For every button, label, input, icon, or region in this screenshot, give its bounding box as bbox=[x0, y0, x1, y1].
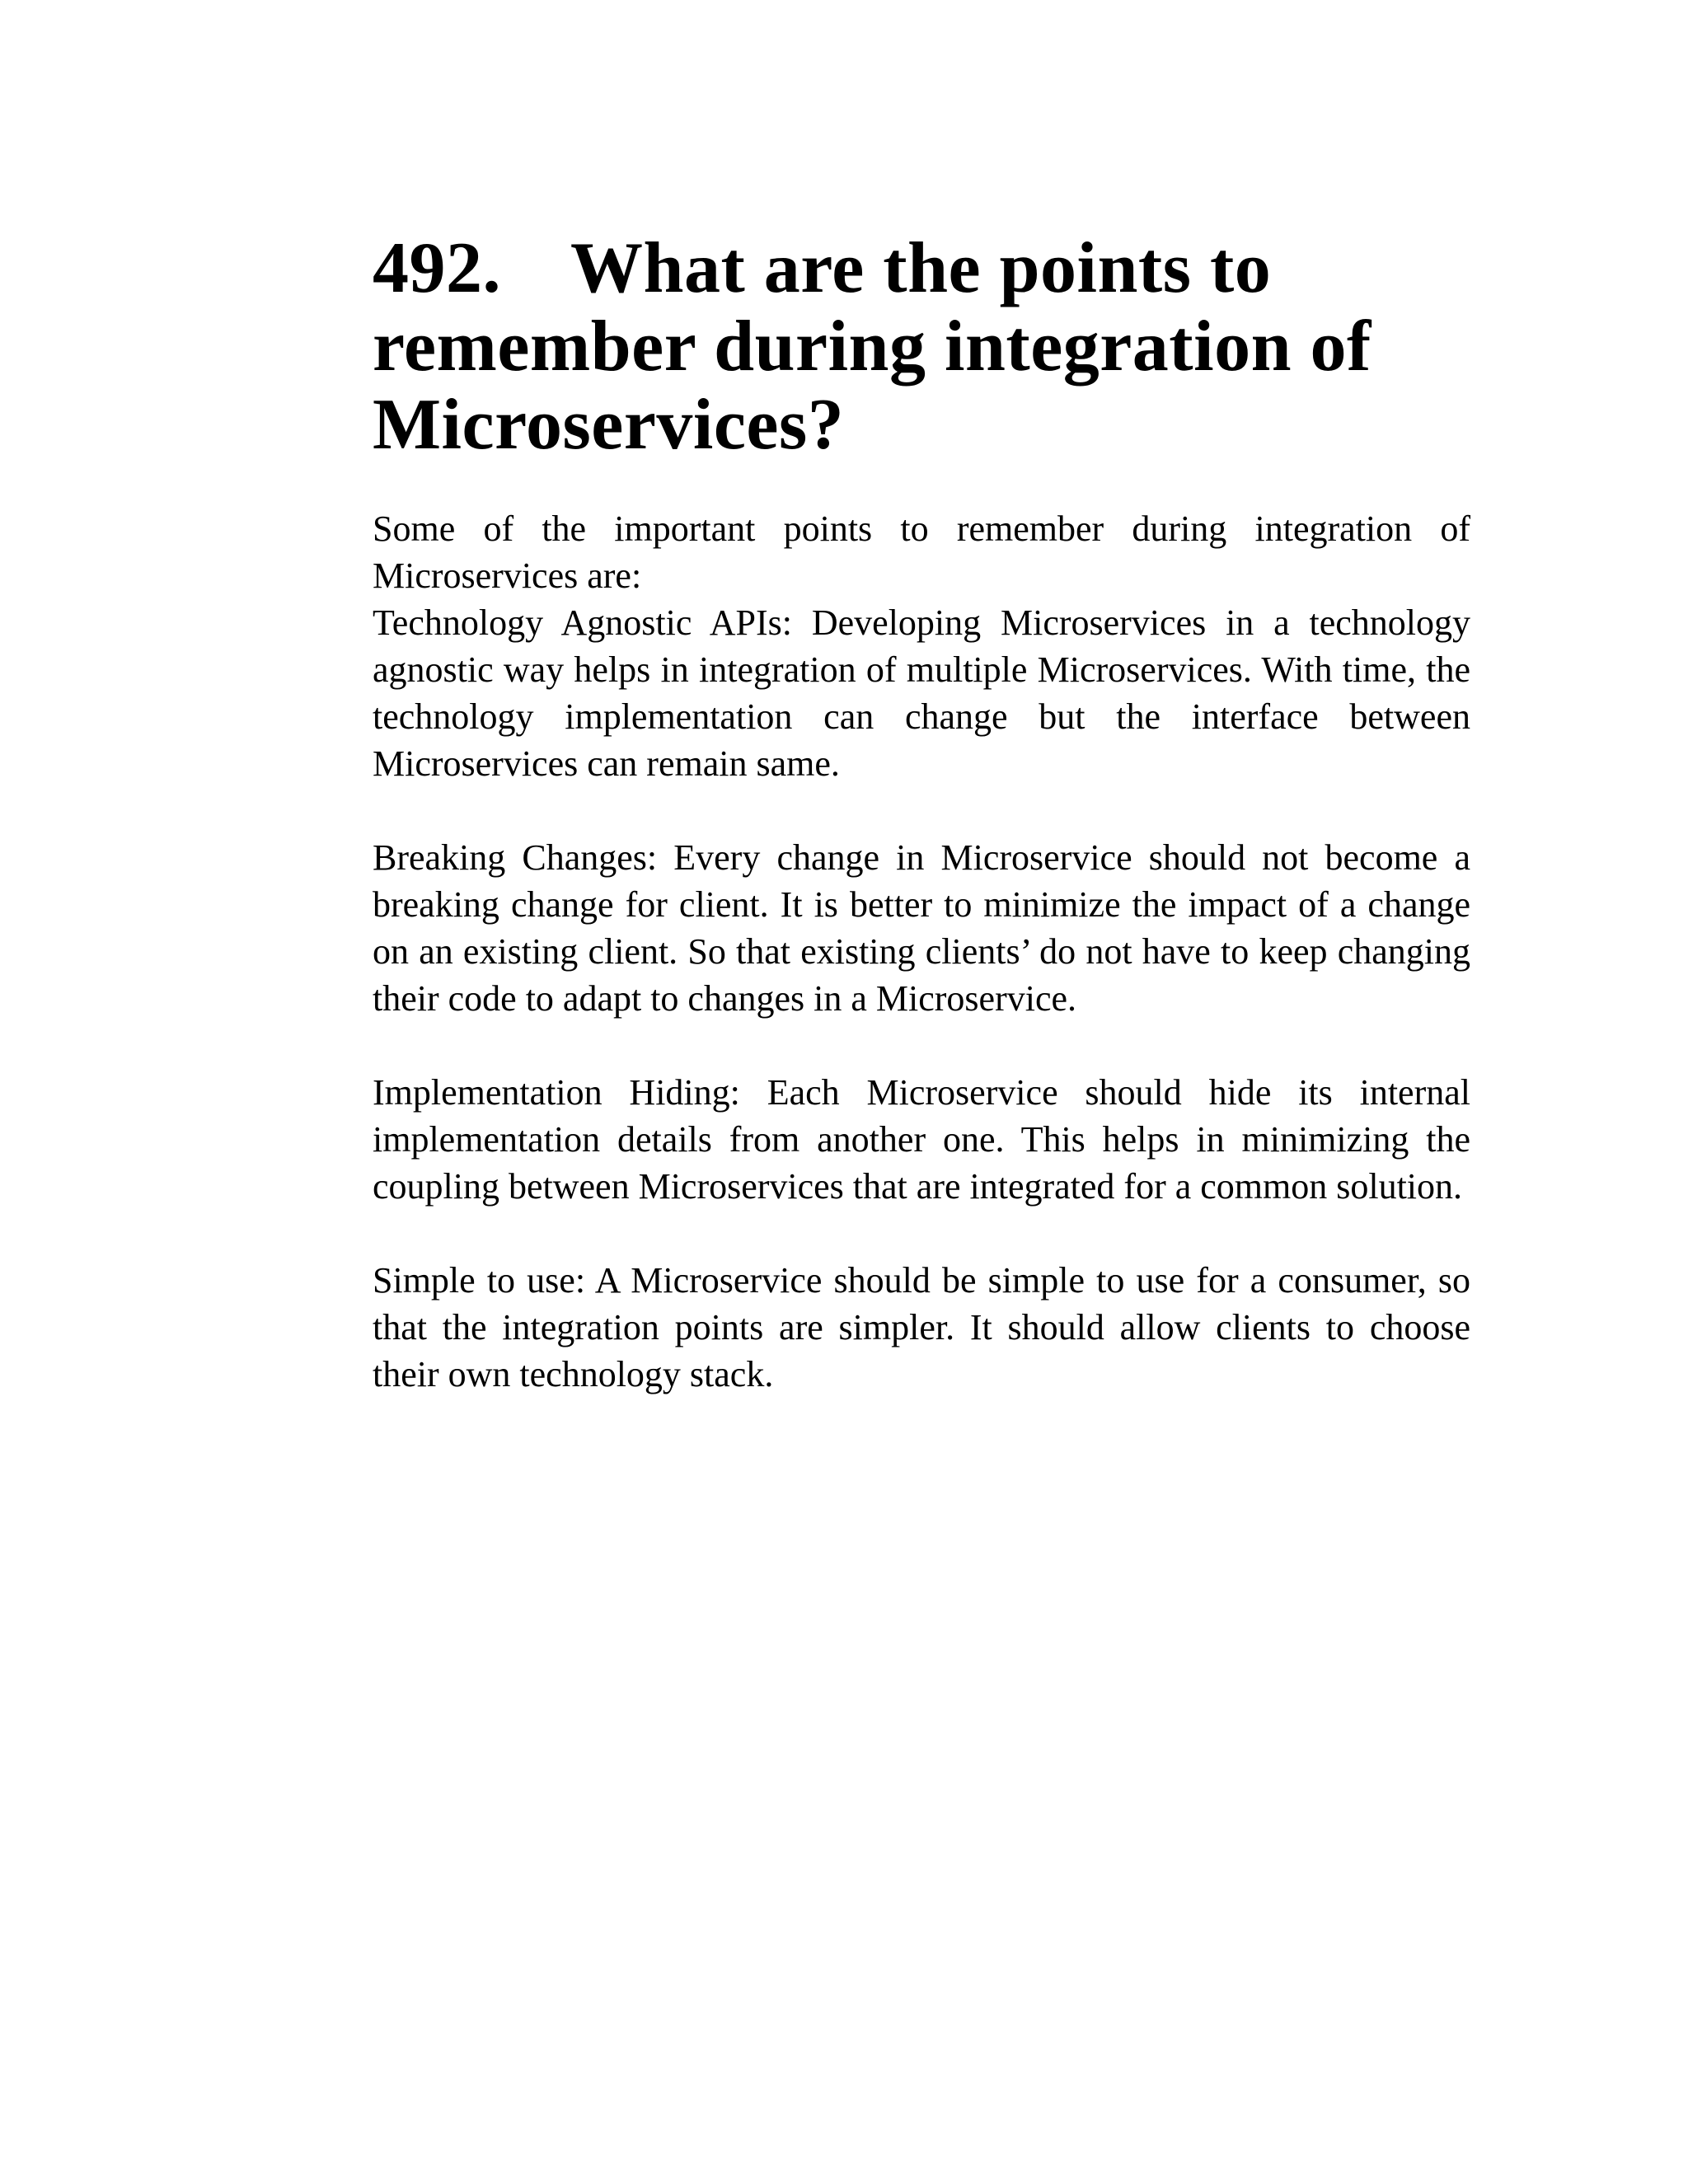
question-heading bbox=[373, 229, 1470, 464]
point-breaking-changes: Breaking Changes: Every change in Microservice should not become a breaking change for client. It is better to minimize the impact of a change on an existing client. So that existing clients’ do not have to keep changing their code to adapt to changes in a Microservice. bbox=[373, 837, 1470, 1019]
point-simple-to-use: Simple to use: A Microservice should be simple to use for a consumer, so that the integration points are simpler. It should allow clients to choose their own technology stack. bbox=[373, 1260, 1470, 1394]
page-content bbox=[373, 229, 1470, 1398]
point-technology-agnostic-apis: Technology Agnostic APIs: Developing Microservices in a technology agnostic way helps in integration of multiple Microservices. With time, the technology implementation can change but the interface between Microservices can remain same. bbox=[373, 602, 1470, 784]
intro-paragraph: Some of the important points to remember during integration of Microservices are: bbox=[373, 509, 1470, 596]
answer-body bbox=[373, 505, 1470, 1398]
question-title: What are the points to remember during integration of Microservices? bbox=[373, 228, 1372, 465]
point-implementation-hiding: Implementation Hiding: Each Microservice should hide its internal implementation details from another one. This helps in minimizing the coupling between Microservices that are integrated for a common solution. bbox=[373, 1072, 1470, 1207]
question-number: 492. bbox=[373, 228, 501, 308]
